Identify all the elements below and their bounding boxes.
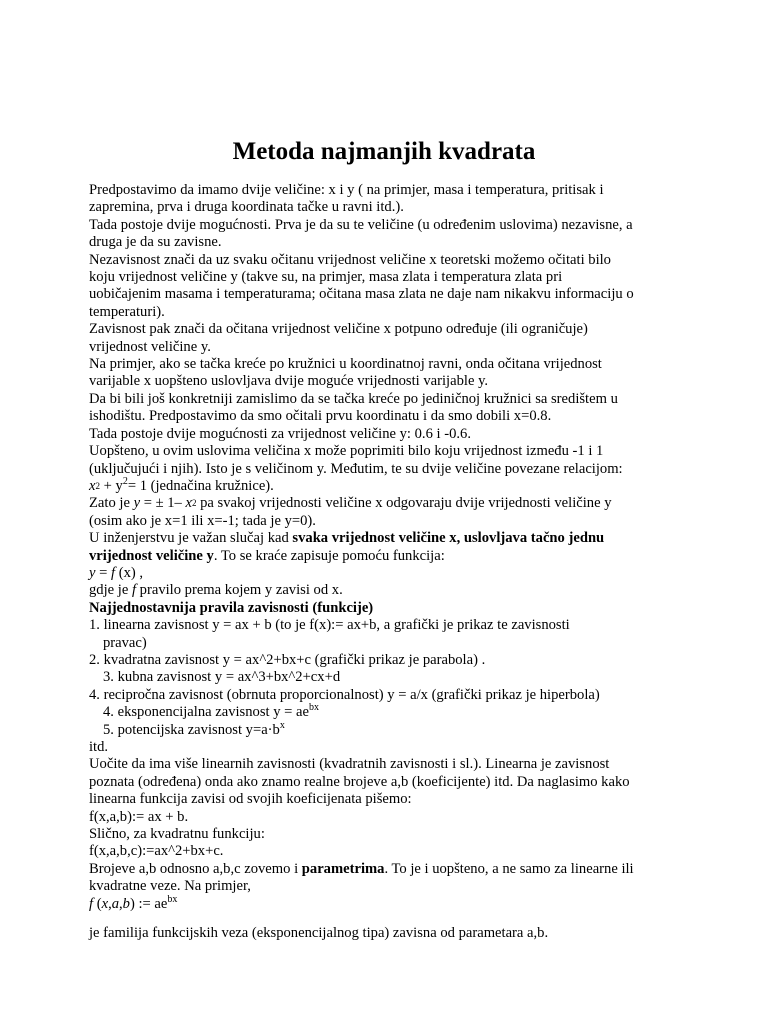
paragraph-line: zapremina, prva i druga koordinata tačke u ravni itd.).	[89, 199, 404, 216]
exponent: x	[279, 719, 285, 731]
math-a: a	[111, 895, 120, 912]
bold-run: parametrima	[301, 860, 385, 877]
paragraph-line	[89, 861, 669, 878]
list-item: 1. linearna zavisnost y = ax + b (to je f(x):= ax+b, a grafički je prikaz te zavisnosti	[89, 617, 570, 634]
paragraph-line: (uključujući i njih). Isto je s veličinom y. Međutim, te su dvije veličine povezane relacijom:	[89, 460, 623, 477]
exponent: bx	[309, 702, 319, 714]
list-item: 2. kvadratna zavisnost y = ax^2+bx+c (grafički prikaz je parabola) .	[89, 651, 486, 668]
math-y: y	[133, 495, 141, 512]
list-item	[89, 704, 669, 721]
math-arg: (x) ,	[115, 564, 144, 581]
paragraph-line: koju vrijednost veličine y (takve su, na primjer, masa zlata i temperatura zlata pri	[89, 269, 563, 286]
paragraph-line: Da bi bili još konkretniji zamislimo da se tačka kreće po jediničnoj kružnici sa središtem u	[89, 390, 618, 407]
text-run: 5. potencijska zavisnost y=a·b	[103, 721, 280, 738]
paragraph-line: kvadratne veze. Na primjer,	[89, 878, 251, 895]
text-run: pa svakoj vrijednosti veličine x odgovaraju dvije vrijednosti veličine y	[196, 495, 612, 512]
text-run: pravilo prema kojem y zavisi od x.	[136, 582, 343, 599]
text-run: U inženjerstvu je važan slučaj kad	[89, 530, 293, 547]
paragraph-line: Predpostavimo da imamo dvije veličine: x i y ( na primjer, masa i temperatura, pritisak i	[89, 182, 604, 198]
paragraph-line: Na primjer, ako se tačka kreće po kružnici u koordinatnoj ravni, onda očitana vrijednost	[89, 356, 602, 373]
eq-y-exponent: 2	[122, 475, 128, 487]
eq-rest: = 1 (jednačina kružnice).	[127, 477, 274, 494]
exponent: bx	[167, 893, 178, 905]
list-item	[89, 719, 669, 739]
math-x: x	[185, 495, 192, 512]
list-item: itd.	[89, 739, 109, 755]
circle-equation	[89, 475, 669, 495]
math-f: f	[131, 582, 137, 599]
text-run: ) := ae	[129, 895, 168, 912]
math-x-exponent: 2	[191, 498, 197, 509]
paragraph-line: temperaturi).	[89, 303, 165, 320]
function-equation	[89, 565, 669, 582]
paragraph-line: vrijednost veličine y.	[89, 338, 211, 355]
text-run: ,	[108, 895, 112, 912]
eq-x-exponent: 2	[95, 480, 100, 491]
section-heading	[89, 600, 669, 617]
math-f: f	[89, 895, 94, 912]
text-run: Zato je	[89, 495, 134, 512]
paragraph-line	[89, 495, 669, 512]
list-item: 4. recipročna zavisnost (obrnuta proporcionalnost) y = a/x (grafički prikaz je hiperbola)	[89, 686, 600, 703]
paragraph-line: Zavisnost pak znači da očitana vrijednost veličine x potpuno određuje (ili ograničuje)	[89, 321, 588, 338]
text-run: . To se kraće zapisuje pomoću funkcija:	[213, 547, 445, 564]
math-x: x	[101, 895, 109, 912]
paragraph-line: Tada postoje dvije mogućnosti. Prva je da su te veličine (u određenim uslovima) nezavisne, a	[89, 216, 633, 233]
paragraph-line: ishodištu. Predpostavimo da smo očitali prvu koordinatu i da smo dobili x=0.8.	[89, 408, 552, 425]
list-item-continuation: pravac)	[103, 634, 147, 651]
document-body	[89, 182, 669, 942]
bold-run: svaka vrijednost veličine x, uslovljava tačno jednu	[292, 530, 605, 547]
text-run: 4. eksponencijalna zavisnost y = ae	[103, 704, 309, 721]
formula-line: f(x,a,b,c):=ax^2+bx+c.	[89, 843, 224, 860]
paragraph-line: (osim ako je x=1 ili x=-1; tada je y=0).	[89, 512, 316, 529]
paragraph-line: Uopšteno, u ovim uslovima veličina x može poprimiti bilo koju vrijednost između -1 i 1	[89, 443, 604, 460]
text-run: . To je i uopšteno, a ne samo za linearne ili	[384, 860, 634, 877]
text-run: (	[93, 895, 102, 912]
paragraph-line: Slično, za kvadratnu funkciju:	[89, 826, 265, 843]
math-expression: = ± 1–	[140, 495, 186, 512]
math-y: y	[89, 564, 96, 581]
math-b: b	[122, 895, 130, 912]
spacer	[89, 913, 669, 925]
math-eq: =	[95, 564, 112, 581]
text-run: gdje je	[89, 582, 132, 599]
text-run: ,	[119, 895, 123, 912]
formula-line	[89, 893, 669, 913]
paragraph-line: poznata (određena) onda ako znamo realne brojeve a,b (koeficijente) itd. Da naglasimo kako	[89, 773, 630, 790]
paragraph-line: je familija funkcijskih veza (eksponencijalnog tipa) zavisna od parametara a,b.	[89, 925, 549, 942]
bold-run: vrijednost veličine y	[89, 547, 214, 564]
section-heading-text: Najjednostavnija pravila zavisnosti (funkcije)	[89, 599, 374, 616]
paragraph-line	[89, 548, 669, 565]
eq-plus-y: + y	[99, 477, 123, 494]
paragraph-line: uobičajenim masama i temperaturama; očitana masa zlata ne daje nam nikakvu informaciju o	[89, 286, 634, 303]
eq-x: x	[89, 477, 96, 494]
paragraph-line: linearna funkcija zavisi od svojih koeficijenata pišemo:	[89, 791, 412, 808]
paragraph-line: Uočite da ima više linearnih zavisnosti (kvadratnih zavisnosti i sl.). Linearna je zavisnost	[89, 756, 610, 773]
paragraph-line: varijable x uopšteno uslovljava dvije moguće vrijednosti varijable y.	[89, 373, 489, 390]
formula-line: f(x,a,b):= ax + b.	[89, 808, 189, 825]
math-f: f	[111, 564, 116, 581]
paragraph-line: Tada postoje dvije mogućnosti za vrijednost veličine y: 0.6 i -0.6.	[89, 425, 471, 442]
paragraph-line	[89, 582, 669, 599]
page-title: Metoda najmanjih kvadrata	[232, 138, 536, 165]
text-run: Brojeve a,b odnosno a,b,c zovemo i	[89, 860, 302, 877]
list-item: 3. kubna zavisnost y = ax^3+bx^2+cx+d	[103, 669, 341, 686]
paragraph-line	[89, 530, 669, 547]
paragraph-line: Nezavisnost znači da uz svaku očitanu vrijednost veličine x teoretski možemo očitati bilo	[89, 251, 611, 268]
paragraph-line: druga je da su zavisne.	[89, 234, 222, 251]
